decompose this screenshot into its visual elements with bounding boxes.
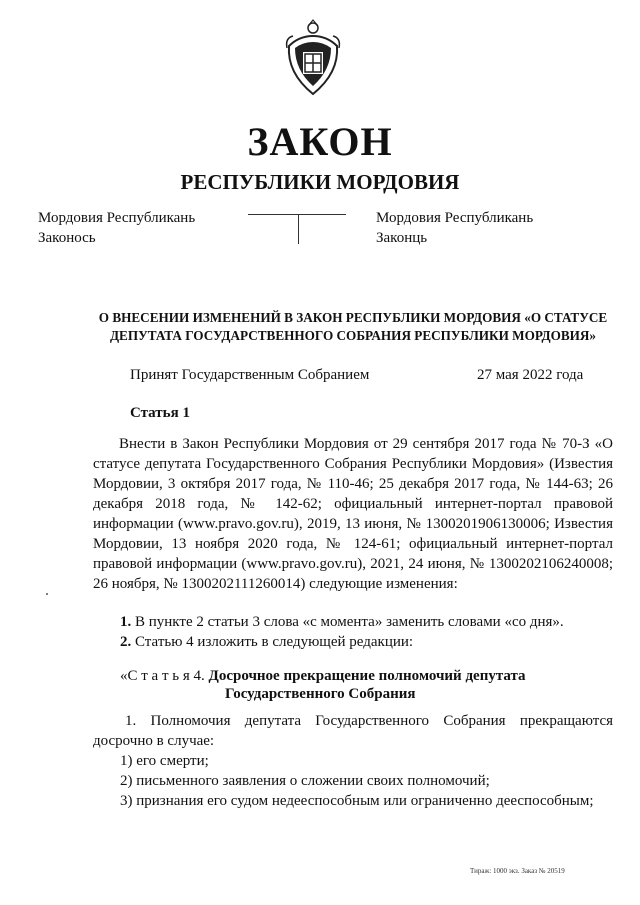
right-side-caption [376,208,533,248]
article-4-title-line-2: Государственного Собрания [225,686,416,702]
article-4-case-3: 3) признания его судом недееспособным или ограниченно дееспособным; [120,793,594,809]
document-heading-line-1: О ВНЕСЕНИИ ИЗМЕНЕНИЙ В ЗАКОН РЕСПУБЛИКИ МОРДОВИЯ «О СТАТУСЕ [98,310,608,325]
right-side-line-2: Законць [376,230,428,246]
scan-dot [46,593,48,595]
article-4-title-line-1: Досрочное прекращение полномочий депутата [204,668,526,684]
item-1-number: 1. [120,614,132,630]
item-2-number: 2. [120,634,132,650]
left-side-line-2: Законось [38,230,96,246]
print-info: Тираж: 1000 экз. Заказ № 20519 [470,867,565,875]
header-divider-mark [298,214,299,244]
article-4-case-1: 1) его смерти; [120,753,209,769]
document-heading [88,309,618,345]
law-subtitle: РЕСПУБЛИКИ МОРДОВИЯ [180,170,460,194]
coat-of-arms-emblem [283,18,343,98]
right-side-line-1: Мордовия Республикань [376,210,534,226]
law-title: ЗАКОН [247,119,393,164]
adopted-date: 27 мая 2022 года [477,367,584,383]
article-4-heading [120,666,600,686]
header-divider [248,214,346,215]
left-side-line-1: Мордовия Республикань [38,210,196,226]
document-heading-line-2: ДЕПУТАТА ГОСУДАРСТВЕННОГО СОБРАНИЯ РЕСПУБЛИКИ МОРДОВИЯ» [109,328,597,343]
left-side-caption [38,208,195,248]
item-2-text: Статью 4 изложить в следующей редакции: [131,634,414,650]
article-1-item-2 [120,632,413,652]
adopted-by: Принят Государственным Собранием [130,367,370,383]
article-4-case-2: 2) письменного заявления о сложении своих полномочий; [120,773,490,789]
article-4-paragraph-1: 1. Полномочия депутата Государственного Собрания прекращаются досрочно в случае: [93,713,613,749]
article-1-item-1 [120,612,564,632]
article-1-title: Статья 1 [130,405,190,421]
article-4-prefix: «С т а т ь я 4. [120,668,205,684]
article-1-text: Внести в Закон Республики Мордовия от 29 сентября 2017 года № 70-З «О статусе депутата Государственного Собрания Республики Мордовия» (Известия Мордовии, 3 октября 2017 года, № 110-46; 25 декабря 2017 года, № 144-63; 26 декабря 2018 года, № 142-62; официальный интернет-портал правовой информации (www.pravo.gov.ru), 2019, 13 июня, № 1300201906130006; Известия Мордовии, 13 ноября 2020 года, № 124-61; официальный интернет-портал правовой информации (www.pravo.gov.ru), 2021, 24 июня, № 1300202106240008; 26 ноября, № 1300202111260014) следующие изменения: [93,436,613,592]
item-1-text: В пункте 2 статьи 3 слова «с момента» заменить словами «со дня». [131,614,564,630]
